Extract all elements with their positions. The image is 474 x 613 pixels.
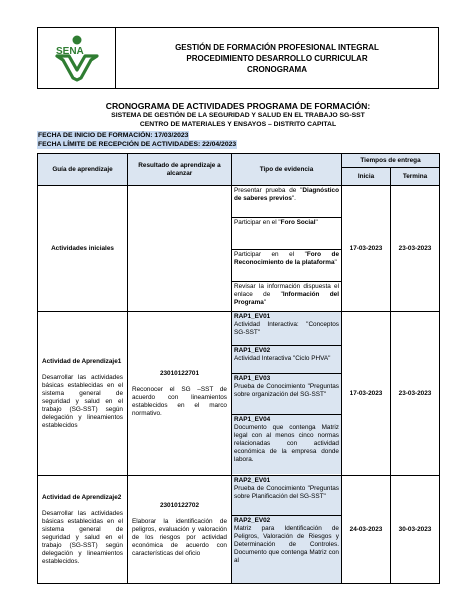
row1-evidence-4: Revisar la información dispuesta el enlace de "Información del Programa" <box>234 283 339 306</box>
header-line-3: CRONOGRAMA <box>247 64 307 74</box>
row3-start: 24-03-2023 <box>342 476 391 584</box>
row3-guide <box>38 476 128 584</box>
row2-guide-text: Desarrollar las actividades básicas establecidas en el sistema general de seguridad y salud en el trabajo (SG-SST) según delegación y lineamientos establecidos <box>42 373 123 429</box>
row3-end: 30-03-2023 <box>391 476 440 584</box>
start-date: FECHA DE INICIO DE FORMACIÓN: 17/03/2023 <box>38 132 189 139</box>
header-times: Tiempos de entrega <box>342 154 440 168</box>
schedule-table <box>37 153 440 584</box>
title-center: CENTRO DE MATERIALES Y ENSAYOS – DISTRITO CAPITAL <box>139 120 337 128</box>
row3-result-code: 23010122702 <box>159 501 200 509</box>
row2-evidence <box>232 312 342 476</box>
row3-result-text: Elaborar la identificación de peligros, evaluación y valoración de los riesgos por actividad económica de acuerdo con características del oficio <box>132 517 227 557</box>
row2-result-code: 23010122701 <box>159 369 200 377</box>
title-main: CRONOGRAMA DE ACTIVIDADES PROGRAMA DE FORMACIÓN: <box>105 101 371 111</box>
table-row <box>38 186 440 312</box>
header-guide: Guía de aprendizaje <box>38 154 128 186</box>
row2-result <box>128 312 232 476</box>
dates-block <box>37 131 237 149</box>
row2-evidence-4: RAP1_EV04 Documento que contenga Matriz legal con al menos cinco normas relacionadas con actividad económica de la empresa donde labora. <box>232 415 341 474</box>
logo-text: SENA <box>55 46 84 57</box>
row2-result-text: Reconocer el SG –SST de acuerdo con lineamientos establecidos en el marco normativo. <box>132 385 227 417</box>
row2-evidence-2: RAP1_EV02 Actividad Interactiva "Ciclo PHVA" <box>232 346 341 374</box>
header-line-2: PROCEDIMIENTO DESARROLLO CURRICULAR <box>186 53 368 63</box>
row3-guide-title: Actividad de Aprendizaje2 <box>42 493 122 501</box>
row2-start: 17-03-2023 <box>342 312 391 476</box>
header-text <box>116 28 438 88</box>
row1-end: 23-03-2023 <box>391 186 440 312</box>
row3-guide-text: Desarrollar las actividades básicas establecidas en el sistema general de seguridad y salud en el trabajo (SG-SST) según delegación y lineamientos establecidos. <box>42 509 123 565</box>
row1-evidence <box>232 186 342 312</box>
row2-end: 23-03-2023 <box>391 312 440 476</box>
row1-result <box>128 186 232 312</box>
header-start: Inicia <box>342 168 391 186</box>
row2-guide-title: Actividad de Aprendizaje1 <box>42 357 122 365</box>
header-line-1: GESTIÓN DE FORMACIÓN PROFESIONAL INTEGRAL <box>175 42 379 52</box>
sena-logo-cell <box>38 28 116 88</box>
row3-evidence-1: RAP2_EV01 Prueba de Conocimiento "Preguntas sobre Planificación del SG-SST" <box>232 476 341 516</box>
document-title <box>37 101 439 129</box>
row2-evidence-1: RAP1_EV01 Actividad Interactiva: "Conceptos SG-SST" <box>232 312 341 346</box>
row1-evidence-1: Presentar prueba de "Diagnóstico de saberes previos". <box>232 186 341 218</box>
row2-evidence-3: RAP1_EV03 Prueba de Conocimiento "Preguntas sobre organización del SG-SST" <box>232 374 341 415</box>
row1-start: 17-03-2023 <box>342 186 391 312</box>
limit-date: FECHA LÍMITE DE RECEPCIÓN DE ACTIVIDADES: 22/04/2023 <box>38 141 237 148</box>
row3-evidence <box>232 476 342 584</box>
row3-evidence-2: RAP2_EV02 Matriz para Identificación de Peligros, Valoración de Riesgos y Determinación de Controles. Documento que contenga Matriz con al <box>232 516 341 583</box>
title-program: SISTEMA DE GESTIÓN DE LA SEGURIDAD Y SALUD EN EL TRABAJO SG-SST <box>111 112 365 119</box>
document-header <box>37 27 439 89</box>
row1-evidence-2: Participar en el "Foro Social" <box>232 218 341 250</box>
table-row <box>38 312 440 476</box>
row1-guide: Actividades iniciales <box>38 186 128 312</box>
header-end: Termina <box>391 168 440 186</box>
row3-result <box>128 476 232 584</box>
table-row <box>38 476 440 584</box>
row1-evidence-3: Participar en el "Foro de Reconocimiento de la plataforma" <box>232 250 341 282</box>
header-result: Resultado de aprendizaje a alcanzar <box>128 154 232 186</box>
sena-logo-icon <box>51 34 103 82</box>
header-evidence: Tipo de evidencia <box>232 154 342 186</box>
row2-guide <box>38 312 128 476</box>
